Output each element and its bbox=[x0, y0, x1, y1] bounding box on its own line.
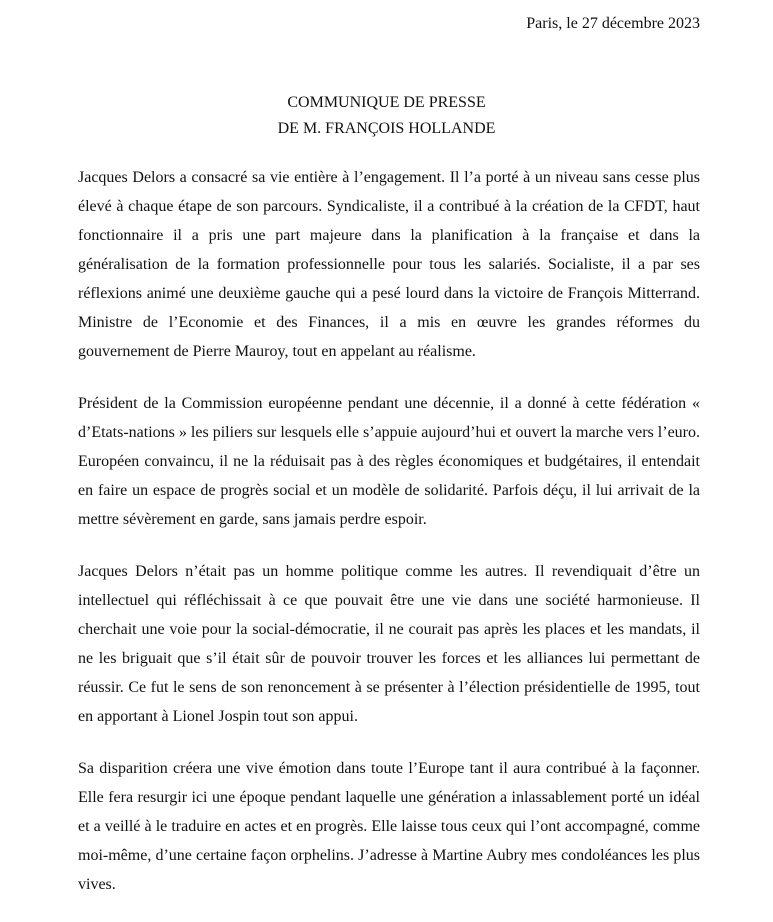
paragraph-2: Président de la Commission européenne pendant une décennie, il a donné à cette fédération « d’Etats-nations » les piliers sur lesquels elle s’appuie aujourd’hui et ouvert la marche vers l’euro. Européen convaincu, il ne la réduisait pas à des règles économiques et budgétaires, il entendait en faire un espace de progrès social et un modèle de solidarité. Parfois déçu, il lui arrivait de la mettre sévèrement en garde, sans jamais perdre espoir. bbox=[78, 395, 700, 528]
paragraph-4: Sa disparition créera une vive émotion dans toute l’Europe tant il aura contribué à la façonner. Elle fera resurgir ici une époque pendant laquelle une génération a inlassablement porté un idéal et a veillé à le traduire en actes et en progrès. Elle laisse tous ceux qui l’ont accompagné, comme moi-même, d’une certaine façon orphelins. J’adresse à Martine Aubry mes condoléances les plus vives. bbox=[78, 760, 700, 893]
paragraph-3: Jacques Delors n’était pas un homme politique comme les autres. Il revendiquait d’être un intellectuel qui réfléchissait à ce que pouvait être une vie dans une société harmonieuse. Il cherchait une voie pour la social-démocratie, il ne courait pas après les places et les mandats, il ne les briguait que s’il était sûr de pouvoir trouver les forces et les alliances lui permettant de réussir. Ce fut le sens de son renoncement à se présenter à l’élection présidentielle de 1995, tout en apportant à Lionel Jospin tout son appui. bbox=[78, 563, 700, 725]
paragraph-1: Jacques Delors a consacré sa vie entière à l’engagement. Il l’a porté à un niveau sans cesse plus élevé à chaque étape de son parcours. Syndicaliste, il a contribué à la création de la CFDT, haut fonctionnaire il a pris une part majeure dans la planification à la française et dans la généralisation de la formation professionnelle pour tous les salariés. Socialiste, il a par ses réflexions animé une deuxième gauche qui a pesé lourd dans la victoire de François Mitterrand. Ministre de l’Economie et des Finances, il a mis en œuvre les grandes réformes du gouvernement de Pierre Mauroy, tout en appelant au réalisme. bbox=[78, 169, 700, 360]
title-line-1: COMMUNIQUE DE PRESSE bbox=[287, 94, 486, 111]
title-line-2: DE M. FRANÇOIS HOLLANDE bbox=[277, 120, 496, 137]
body-text bbox=[78, 163, 700, 922]
dateline: Paris, le 27 décembre 2023 bbox=[526, 15, 700, 32]
press-release-title bbox=[0, 90, 773, 142]
